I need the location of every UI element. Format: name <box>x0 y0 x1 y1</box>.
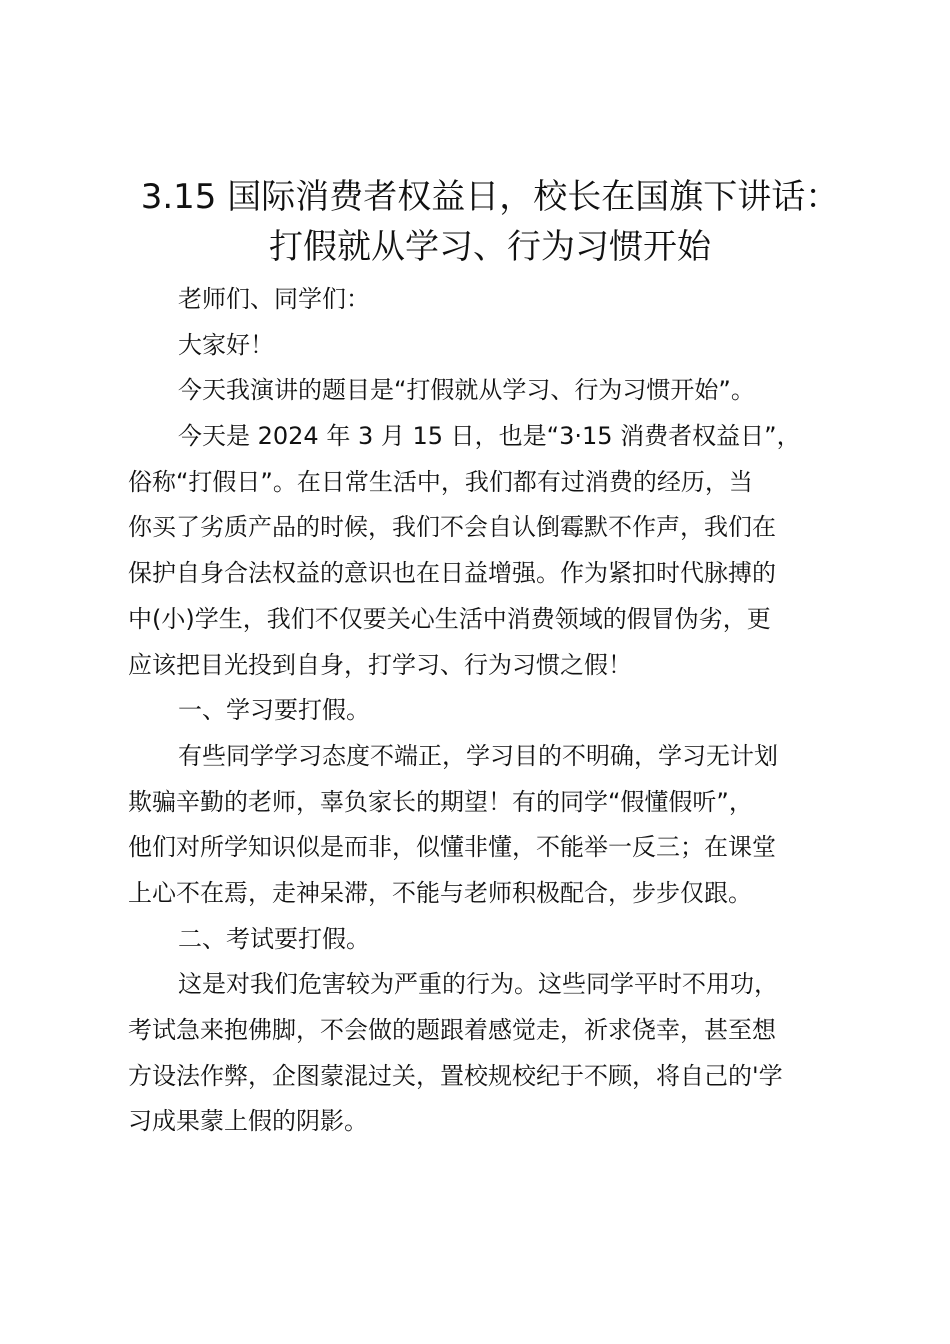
text-line: 中(小)学生，我们不仅要关心生活中消费领域的假冒伪劣，更 <box>128 604 771 633</box>
text-line: 他们对所学知识似是而非，似懂非懂，不能举一反三；在课堂 <box>128 833 776 862</box>
document-body <box>128 277 840 1145</box>
document-title-line-2: 打假就从学习、行为习惯开始 <box>269 227 711 267</box>
text-line: 应该把目光投到自身，打学习、行为习惯之假！ <box>128 650 632 679</box>
text-line: 习成果蒙上假的阴影。 <box>128 1107 368 1136</box>
text-line: 欺骗辛勤的老师，辜负家长的期望！有的同学“假懂假听”， <box>128 787 753 816</box>
section-heading: 一、学习要打假。 <box>178 696 370 725</box>
text-line: 今天是 2024 年 3 月 15 日，也是“3·15 消费者权益日”， <box>178 422 801 451</box>
document-title-line-1: 3.15 国际消费者权益日，校长在国旗下讲话： <box>140 177 840 217</box>
section-heading: 二、考试要打假。 <box>178 924 370 953</box>
text-line: 方设法作弊，企图蒙混过关，置校规校纪于不顾，将自己的'学 <box>128 1061 783 1090</box>
text-line: 老师们、同学们： <box>178 285 370 313</box>
text-line: 这是对我们危害较为严重的行为。这些同学平时不用功， <box>178 970 778 999</box>
text-line: 俗称“打假日”。在日常生活中，我们都有过消费的经历，当 <box>128 467 753 496</box>
text-line: 你买了劣质产品的时候，我们不会自认倒霉默不作声，我们在 <box>128 513 776 542</box>
text-line: 有些同学学习态度不端正，学习目的不明确，学习无计划 <box>178 741 778 770</box>
text-line: 考试急来抱佛脚，不会做的题跟着感觉走，祈求侥幸，甚至想 <box>128 1016 776 1044</box>
text-line: 保护自身合法权益的意识也在日益增强。作为紧扣时代脉搏的 <box>128 559 776 588</box>
text-line: 大家好！ <box>178 330 274 359</box>
text-line: 今天我演讲的题目是“打假就从学习、行为习惯开始”。 <box>178 376 755 405</box>
text-line: 上心不在焉，走神呆滞，不能与老师积极配合，步步仅跟。 <box>128 878 752 907</box>
